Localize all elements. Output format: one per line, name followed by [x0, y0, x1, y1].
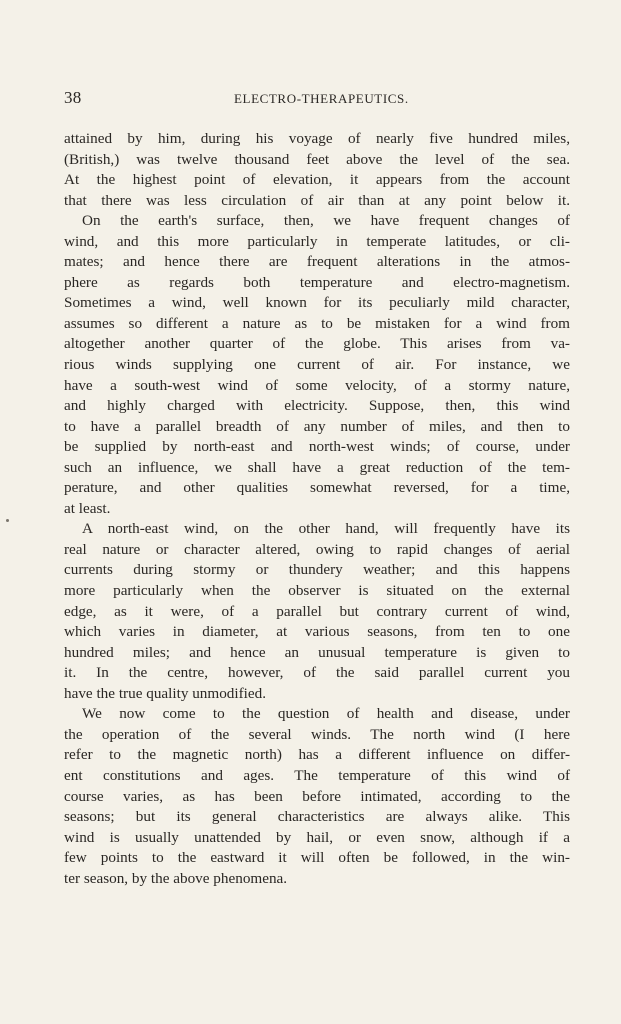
text-line: which varies in diameter, at various seasons, from ten to one — [64, 623, 570, 641]
text-line: ent constitutions and ages. The temperature of this wind of — [64, 766, 570, 784]
text-line: hundred miles; and hence an unusual temperature is given to — [64, 643, 570, 661]
text-line: such an influence, we shall have a great reduction of the tem- — [64, 458, 570, 476]
text-line: the operation of the several winds. The north wind (I here — [64, 725, 570, 743]
text-line: be supplied by north-east and north-west winds; of course, under — [64, 438, 570, 456]
text-line: perature, and other qualities somewhat reversed, for a time, — [64, 479, 570, 497]
text-line: rious winds supplying one current of air. For instance, we — [64, 356, 570, 374]
paragraph-end-line: at least. — [64, 499, 111, 517]
text-line: altogether another quarter of the globe. This arises from va- — [64, 335, 570, 353]
text-line: wind is usually unattended by hail, or even snow, although if a — [64, 828, 570, 846]
text-line: that there was less circulation of air than at any point below it. — [64, 191, 570, 209]
text-line: wind, and this more particularly in temperate latitudes, or cli- — [64, 232, 570, 250]
margin-mark — [6, 519, 9, 522]
text-line: assumes so different a nature as to be mistaken for a wind from — [64, 314, 570, 332]
text-line: refer to the magnetic north) has a different influence on differ- — [64, 746, 570, 764]
text-line: Sometimes a wind, well known for its peculiarly mild character, — [64, 294, 570, 312]
text-line: seasons; but its general characteristics are always alike. This — [64, 808, 570, 826]
page-header — [64, 88, 557, 108]
text-line: few points to the eastward it will often be followed, in the win- — [64, 849, 570, 867]
text-line: to have a parallel breadth of any number of miles, and then to — [64, 417, 570, 435]
text-line: edge, as it were, of a parallel but contrary current of wind, — [64, 602, 570, 620]
running-head: ELECTRO-THERAPEUTICS. — [234, 91, 409, 106]
text-line: currents during stormy or thundery weather; and this happens — [64, 561, 570, 579]
text-line: more particularly when the observer is situated on the external — [64, 582, 570, 600]
page-number: 38 — [64, 88, 82, 107]
text-line: it. In the centre, however, of the said parallel current you — [64, 664, 570, 682]
paragraph-end-line: ter season, by the above phenomena. — [64, 869, 288, 887]
paragraph-start-line: On the earth's surface, then, we have frequent changes of — [82, 212, 570, 230]
text-line: real nature or character altered, owing to rapid changes of aerial — [64, 540, 570, 558]
text-line: (British,) was twelve thousand feet above the level of the sea. — [64, 150, 570, 168]
text-line: have a south-west wind of some velocity, of a stormy nature, — [64, 376, 570, 394]
body-text — [64, 129, 570, 889]
text-line: attained by him, during his voyage of nearly five hundred miles, — [64, 130, 570, 147]
paragraph-start-line: A north-east wind, on the other hand, will frequently have its — [82, 520, 570, 538]
paragraph-end-line: have the true quality unmodified. — [64, 684, 267, 702]
text-line: At the highest point of elevation, it appears from the account — [64, 171, 570, 189]
text-line: phere as regards both temperature and electro-magnetism. — [64, 273, 570, 291]
text-line: and highly charged with electricity. Suppose, then, this wind — [64, 397, 570, 415]
paragraph-start-line: We now come to the question of health and disease, under — [82, 705, 570, 723]
text-line: course varies, as has been before intimated, according to the — [64, 787, 570, 805]
text-line: mates; and hence there are frequent alterations in the atmos- — [64, 253, 570, 271]
